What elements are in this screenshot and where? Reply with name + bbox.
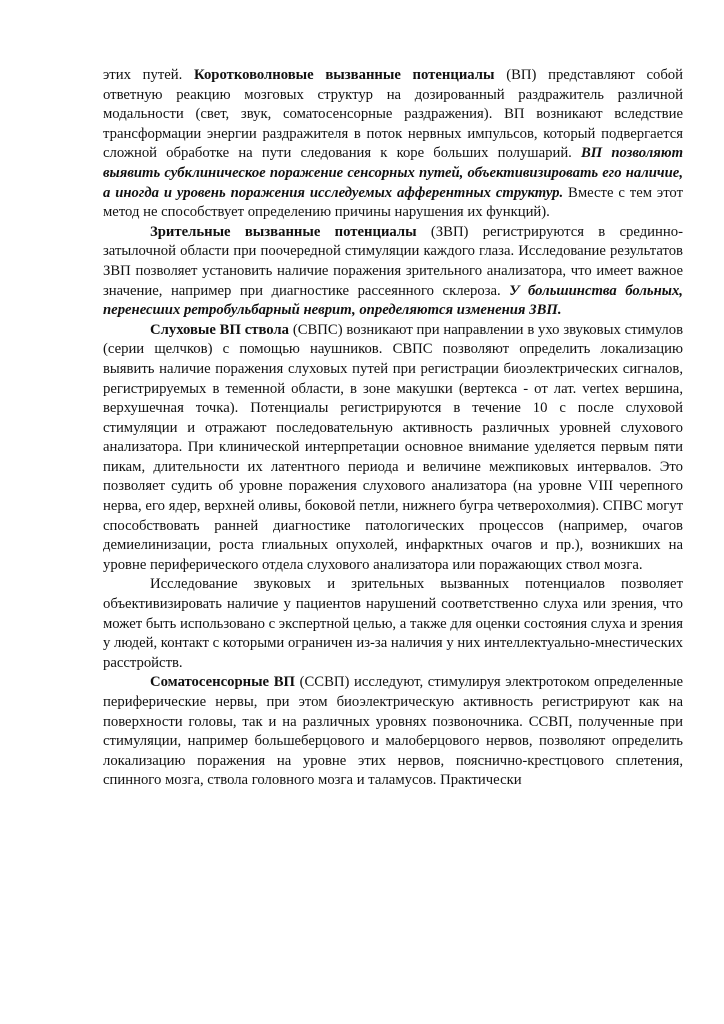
text-run: Исследование звуковых и зрительных вызванных потенциалов позволяет объективизировать наличие у пациентов нарушений соответственно слуха или зрения, что может быть использовано с экспертной целью, а также для оценки состояния слуха и зрения у людей, контакт с которыми ограничен из-за наличия у них интеллектуально-мнестических расстройств. bbox=[103, 576, 683, 671]
paragraph-brainstem-auditory-ep bbox=[103, 321, 683, 576]
emphasis-ep-capabilities: ВП позволяют выявить субклиническое поражение сенсорных путей, объективизировать его наличие, а иногда и уровень поражения исследуемых афферентных структур. bbox=[103, 145, 683, 201]
document-page bbox=[103, 66, 683, 791]
paragraph-short-latency-ep bbox=[103, 66, 683, 223]
text-run: (ВП) представляют собой ответную реакцию мозговых структур на дозированный раздражитель различной модальности (свет, звук, соматосенсорные раздражения). ВП возникают вследствие трансформации энергии раздражителя в поток нервных импульсов, который подвергается сложной обработке на пути следования к коре больших полушарий. bbox=[103, 67, 684, 162]
paragraph-somatosensory-ep bbox=[103, 673, 683, 791]
term-somatosensory-ep: Соматосенсорные ВП bbox=[150, 674, 295, 691]
text-run: (ССВП) исследуют, стимулируя электротоком определенные периферические нервы, при этом биоэлектрическую активность регистрируют как на поверхности головы, так и на различных уровнях позвоночника. ССВП, полученные при стимуляции, например большеберцового и малоберцового нервов, позволяют определить локализацию поражения на уровне этих нервов, пояснично-крестцового сплетения, спинного мозга, ствола головного мозга и таламусов. Практически bbox=[103, 674, 683, 789]
term-brainstem-auditory-ep: Слуховые ВП ствола bbox=[150, 321, 290, 338]
text-run: этих путей. bbox=[103, 67, 195, 83]
text-run: Вместе с тем этот метод не способствует определению причины нарушения их функций). bbox=[103, 184, 684, 221]
emphasis-retrobulbar-neuritis: У большинства больных, перенесших ретробульбарный неврит, определяются изменения ЗВП. bbox=[103, 282, 683, 319]
paragraph-auditory-visual-study bbox=[103, 575, 683, 673]
term-visual-ep: Зрительные вызванные потенциалы bbox=[150, 223, 417, 240]
text-run: (ЗВП) регистрируются в срединно-затылочной области при поочередной стимуляции каждого глаза. Исследование результатов ЗВП позволяет установить наличие поражения зрительного анализатора, что имеет важное значение, например при диагностике рассеянного склероза. bbox=[103, 223, 683, 299]
term-short-latency-ep: Коротковолновые вызванные потенциалы bbox=[194, 67, 495, 83]
paragraph-visual-ep bbox=[103, 223, 683, 321]
text-run: (СВПС) возникают при направлении в ухо звуковых стимулов (серии щелчков) с помощью наушников. СВПС позволяют определить локализацию выявить наличие поражения слуховых путей при регистрации биоэлектрических сигналов, регистрируемых в теменной области, в зоне макушки (вертекса - от лат. vertex вершина, верхушечная точка). Потенциалы регистрируются в течение 10 с после слуховой стимуляции и отражают последовательную активность различных уровней слухового анализатора. При клинической интерпретации основное внимание уделяется первым пяти пикам, длительности их латентного периода и величине межпиковых интервалов. Это позволяет судить об уровне поражения слухового анализатора (на уровне VIII черепного нерва, его ядер, верхней оливы, боковой петли, нижнего бугра четверохолмия). СПВС могут способствовать ранней диагностике патологических процессов (например, очагов демиелинизации, роста глиальных опухолей, инфарктных очагов и пр.), возникших на уровне периферического отдела слухового анализатора или поражающих ствол мозга. bbox=[103, 321, 684, 573]
